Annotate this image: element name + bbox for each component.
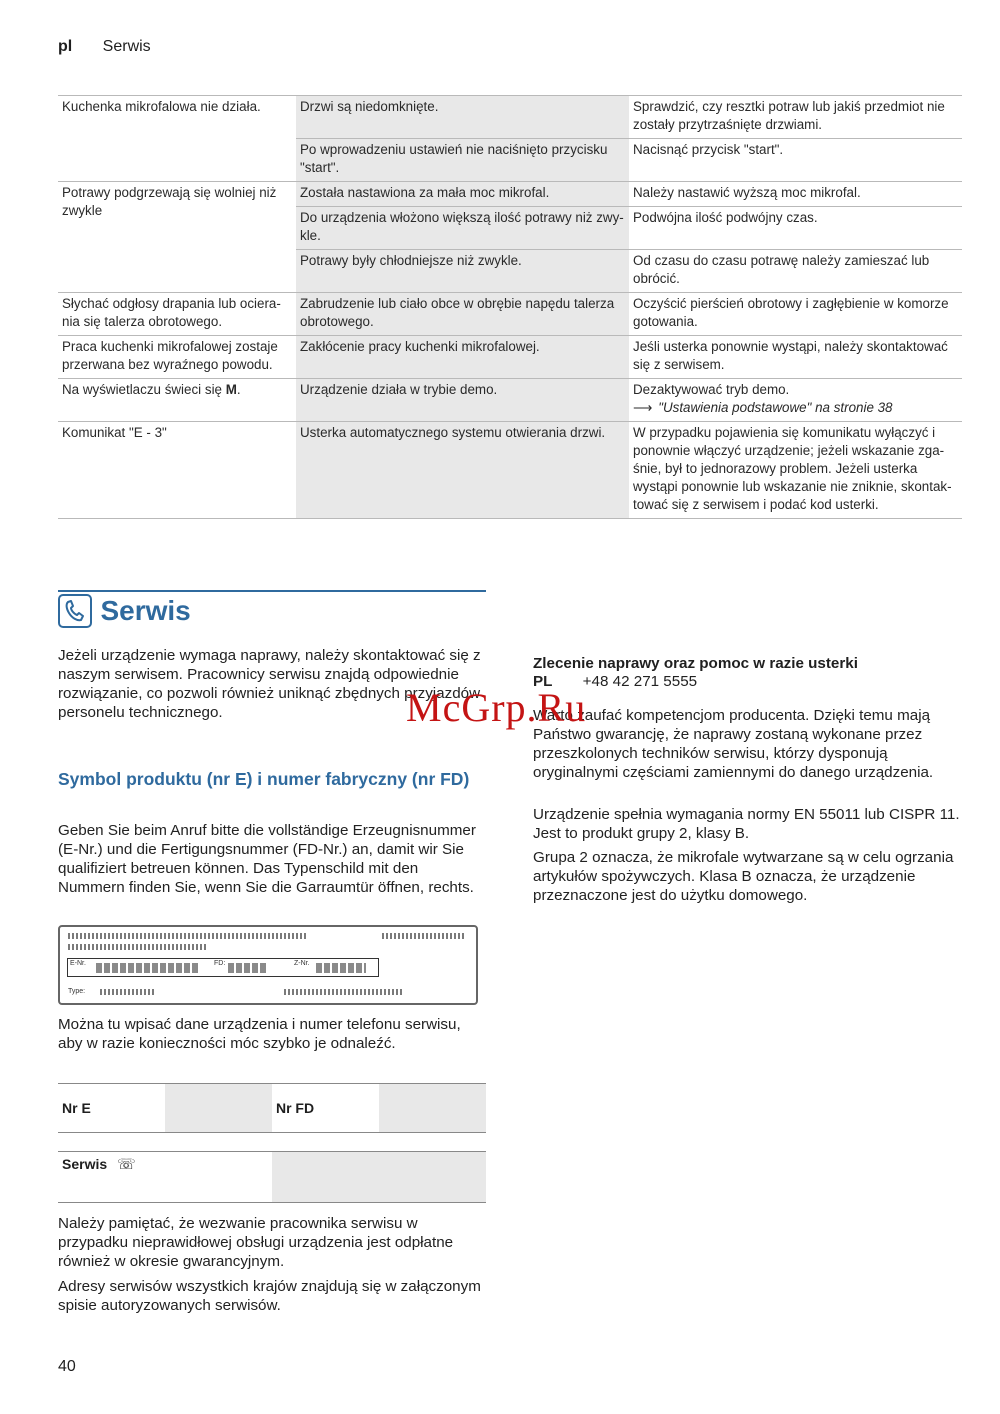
nr-table <box>58 1083 486 1133</box>
service-phone-label <box>58 1152 272 1203</box>
table-row <box>58 336 962 379</box>
demo-symbol: M <box>225 382 237 397</box>
country-code: PL <box>533 673 553 690</box>
fault-cell <box>58 379 296 422</box>
fault-text: Na wyświetlaczu świeci się <box>62 382 222 397</box>
fd-label: FD: <box>214 960 226 967</box>
remedy-cell: Oczyścić pierścień obrotowy i zagłębienie w komorze gotowania. <box>629 293 962 336</box>
fault-cell: Potrawy podgrzewają się wolniej niż zwykle <box>58 182 296 293</box>
service-title: Serwis <box>100 595 191 626</box>
cause-cell: Zabrudzenie lub ciało obce w obrębie napędu talerza obrotowego. <box>296 293 629 336</box>
service-phone-field[interactable] <box>272 1152 486 1203</box>
telephone-icon: ☏ <box>117 1156 136 1173</box>
type-plate <box>58 925 478 1005</box>
table-row <box>58 379 962 422</box>
table-row <box>58 422 962 519</box>
repair-heading: Zlecenie naprawy oraz pomoc w razie usterki <box>533 655 858 672</box>
service-heading <box>58 590 486 628</box>
language-code: pl <box>58 38 73 55</box>
group-text: Grupa 2 oznacza, że mikrofale wytwarzane są w celu ogrzania artykułów spożywczych. Klasa B oznacza, że urządzenie przeznaczone jest do użytku domowego. <box>533 849 954 904</box>
section-title: Serwis <box>102 38 151 55</box>
nr-fd-field[interactable] <box>379 1084 486 1133</box>
page-number: 40 <box>58 1358 76 1375</box>
fault-cell: Praca kuchenki mikrofalowej zostaje przerwana bez wyraźnego powodu. <box>58 336 296 379</box>
phone-number[interactable]: +48 42 271 5555 <box>582 673 698 690</box>
cross-reference[interactable] <box>633 399 958 417</box>
enr-label: E-Nr. <box>70 960 86 967</box>
table-row <box>58 182 962 207</box>
cause-cell: Zakłócenie pracy kuchenki mikrofalowej. <box>296 336 629 379</box>
enr-value-placeholder <box>96 963 200 973</box>
plate-text-placeholder <box>68 933 306 939</box>
remedy-cell: W przypadku pojawienia się komunikatu wyłączyć i ponownie włączyć urządzenie; jeżeli wskazanie zgaśnie, był to jednorazowy problem. Jeżeli usterka wystąpi ponownie lub wskazanie nie zniknie, skontaktować się z serwisem i podać kod usterki. <box>629 422 962 519</box>
addresses-text: Adresy serwisów wszystkich krajów znajdują się w załączonym spisie autoryzowanych serwisów. <box>58 1278 481 1314</box>
cause-cell: Do urządzenia włożono większą ilość potrawy niż zwykle. <box>296 207 629 250</box>
remedy-cell <box>629 379 962 422</box>
service-phone-table <box>58 1151 486 1203</box>
cause-cell: Potrawy były chłodniejsze niż zwykle. <box>296 250 629 293</box>
remedy-text: Dezaktywować tryb demo. <box>633 382 790 397</box>
fd-value-placeholder <box>228 963 268 973</box>
table-row <box>58 96 962 139</box>
table-row <box>58 1084 486 1133</box>
type-label: Type: <box>68 988 86 995</box>
remedy-cell: Od czasu do czasu potrawę należy zamieszać lub obrócić. <box>629 250 962 293</box>
troubleshooting-table <box>58 95 962 519</box>
symbol-heading: Symbol produktu (nr E) i numer fabryczny (nr FD) <box>58 769 470 789</box>
nr-e-label: Nr E <box>62 1100 91 1116</box>
reference-link[interactable]: "Ustawienia podstawowe" na stronie 38 <box>658 400 893 415</box>
phone-icon <box>58 594 92 628</box>
type-value-placeholder <box>100 989 156 995</box>
norm-text: Urządzenie spełnia wymagania normy EN 55011 lub CISPR 11. Jest to produkt grupy 2, klasy B. <box>533 806 960 842</box>
nr-e-field[interactable] <box>165 1084 272 1133</box>
service-intro: Jeżeli urządzenie wymaga naprawy, należy skontaktować się z naszym serwisem. Pracownicy serwisu znajdą odpowiednie rozwiązanie, co pozwoli również uniknąć zbędnych przyjazdów personelu technicznego. <box>58 647 481 721</box>
cause-cell: Została nastawiona za mała moc mikrofal. <box>296 182 629 207</box>
remedy-cell: Należy nastawić wyższą moc mikrofal. <box>629 182 962 207</box>
cause-cell: Drzwi są niedomknięte. <box>296 96 629 139</box>
plate-text-placeholder <box>382 933 466 939</box>
plate-text-placeholder <box>284 989 404 995</box>
znr-label: Z-Nr. <box>294 960 310 967</box>
fault-suffix: . <box>236 382 241 397</box>
note-text: Można tu wpisać dane urządzenia i numer telefonu serwisu, aby w razie konieczności móc szybko je odnaleźć. <box>58 1016 461 1052</box>
arrow-right-icon: ⟶ <box>633 400 653 415</box>
znr-value-placeholder <box>316 963 366 973</box>
fault-cell: Kuchenka mikrofalowa nie działa. <box>58 96 296 182</box>
cause-cell: Po wprowadzeniu ustawień nie naciśnięto przycisku "start". <box>296 139 629 182</box>
watermark: McGrp.Ru <box>406 685 587 730</box>
remedy-cell: Nacisnąć przycisk "start". <box>629 139 962 182</box>
plate-text-placeholder <box>68 944 206 950</box>
remedy-cell: Sprawdzić, czy resztki potraw lub jakiś przedmiot nie zostały przytrzaśnięte drzwiami. <box>629 96 962 139</box>
service-label: Serwis <box>62 1156 108 1172</box>
page-header <box>58 38 151 56</box>
symbol-text: Geben Sie beim Anruf bitte die vollständige Erzeugnisnummer (E-Nr.) und die Fertigungsnummer (FD-Nr.) an, damit wir Sie qualifiziert betreuen können. Das Typenschild mit den Nummern finden Sie, wenn Sie die Garraumtür öffnen, rechts. <box>58 822 476 896</box>
cause-cell: Usterka automatycznego systemu otwierania drzwi. <box>296 422 629 519</box>
phone-line <box>533 672 963 691</box>
trust-text: Warto zaufać kompetencjom producenta. Dzięki temu mają Państwo gwarancję, że naprawy zostaną wykonane przez przeszkolonych techników serwisu, którzy dysponują oryginalnymi częściami zamiennymi do danego urządzenia. <box>533 707 934 781</box>
warning-text: Należy pamiętać, że wezwanie pracownika serwisu w przypadku nieprawidłowej obsługi urządzenia jest odpłatne również w okresie gwarancyjnym. <box>58 1215 454 1270</box>
table-row <box>58 293 962 336</box>
cause-cell: Urządzenie działa w trybie demo. <box>296 379 629 422</box>
plate-number-box <box>67 958 379 977</box>
fault-cell: Słychać odgłosy drapania lub ocierania się talerza obrotowego. <box>58 293 296 336</box>
nr-fd-label: Nr FD <box>275 1100 315 1116</box>
table-row <box>58 1152 486 1203</box>
fault-cell: Komunikat "E - 3" <box>58 422 296 519</box>
remedy-cell: Jeśli usterka ponownie wystąpi, należy skontaktować się z serwisem. <box>629 336 962 379</box>
remedy-cell: Podwójna ilość podwójny czas. <box>629 207 962 250</box>
